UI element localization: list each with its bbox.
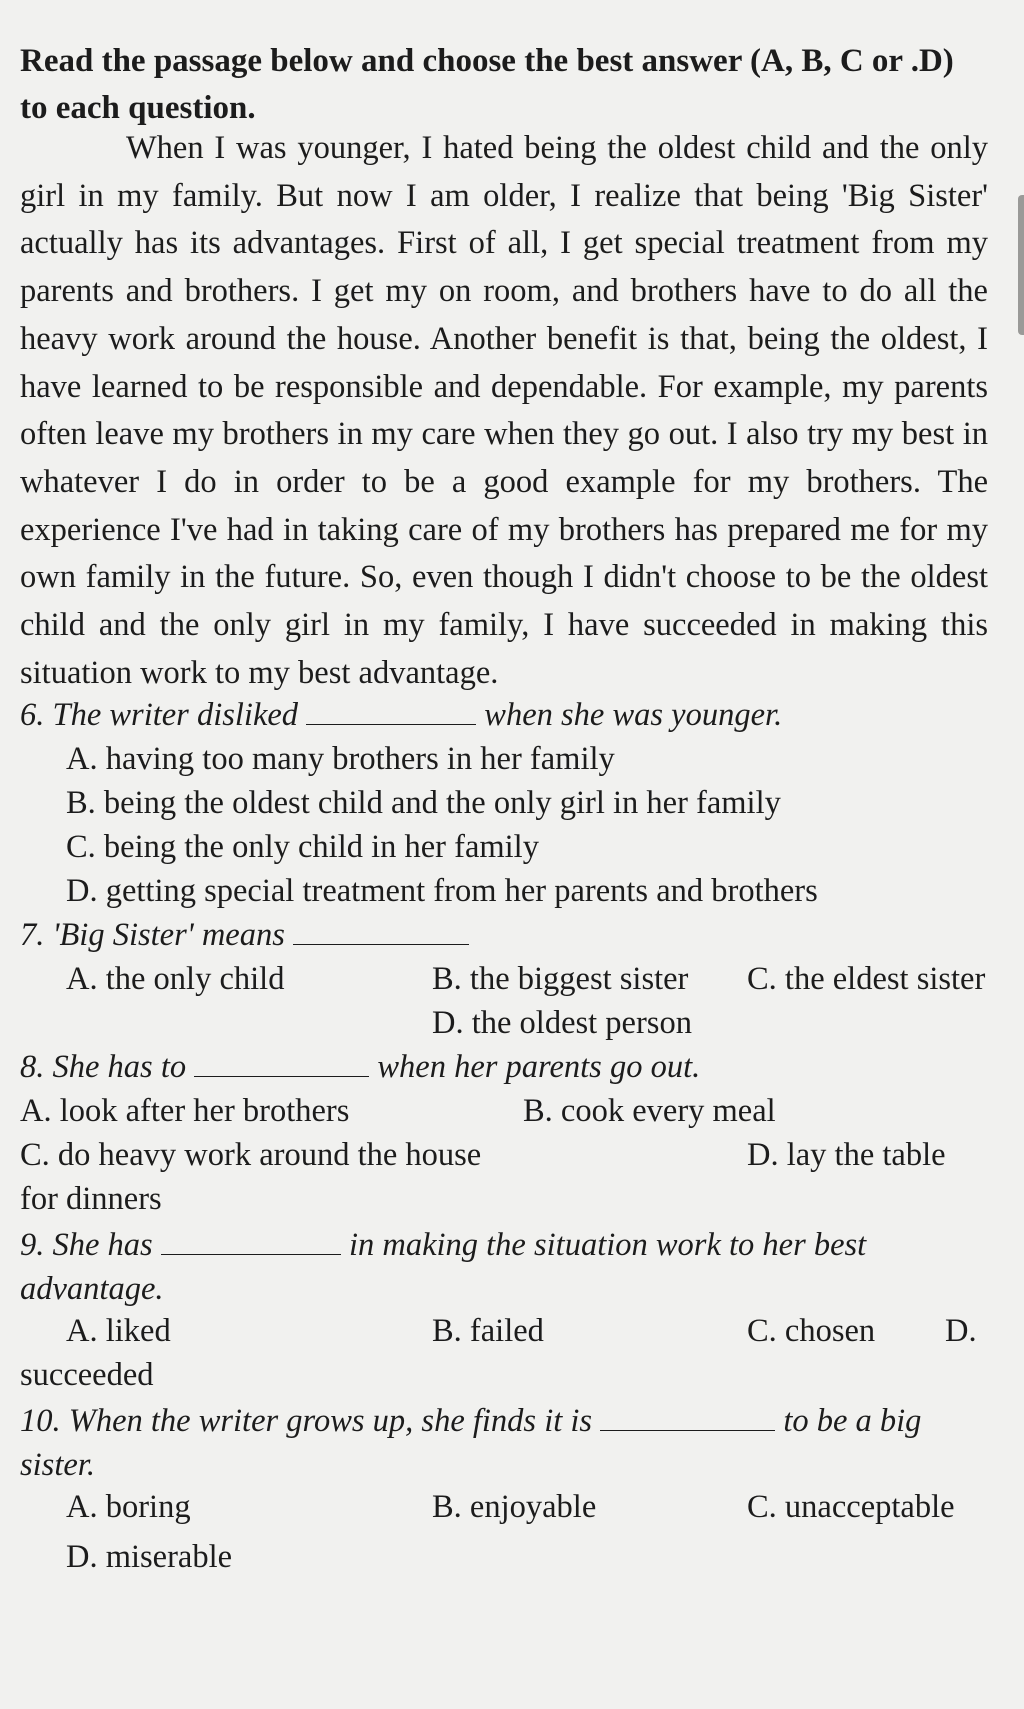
question-7-stem-before: 7. 'Big Sister' means	[20, 917, 285, 953]
question-9-option-b[interactable]: B. failed	[432, 1313, 544, 1349]
question-10-option-b[interactable]: B. enjoyable	[432, 1489, 597, 1525]
question-9-blank	[161, 1226, 341, 1255]
question-7-option-c[interactable]: C. the eldest sister	[747, 961, 986, 997]
question-9-stem	[20, 1223, 988, 1311]
instruction-heading: Read the passage below and choose the best answer (A, B, C or .D) to each question.	[20, 43, 954, 126]
question-6-stem	[20, 695, 782, 735]
question-9-option-d-letter[interactable]: D.	[945, 1313, 977, 1349]
question-6-blank	[306, 696, 476, 725]
question-10-stem-before: 10. When the writer grows up, she finds it is	[20, 1403, 593, 1439]
question-9-option-c[interactable]: C. chosen	[747, 1313, 876, 1349]
reading-passage: When I was younger, I hated being the oldest child and the only girl in my family. But now I am older, I realize that being 'Big Sister' actually has its advantages. First of all, I get special treatment from my parents and brothers. I get my on room, and brothers have to do all the heavy work around the house. Another benefit is that, being the oldest, I have learned to be responsible and dependable. For example, my parents often leave my brothers in my care when they go out. I also try my best in whatever I do in order to be a good example for my brothers. The experience I've had in taking care of my brothers has prepared me for my own family in the future. So, even though I didn't choose to be the oldest child and the only girl in my family, I have succeeded in making this situation work to my best advantage.	[20, 130, 988, 691]
question-8-option-a[interactable]: A. look after her brothers	[20, 1093, 350, 1129]
question-9-stem-before: 9. She has	[20, 1227, 153, 1263]
question-7-option-b[interactable]: B. the biggest sister	[432, 961, 689, 997]
question-8-option-d[interactable]: D. lay the table	[747, 1137, 946, 1173]
question-10-blank	[600, 1402, 775, 1431]
question-9-option-d[interactable]: succeeded	[20, 1357, 154, 1393]
question-10-stem-after: to be a big sister.	[20, 1403, 922, 1483]
question-9-stem-after: in making the situation work to her best advantage.	[20, 1227, 867, 1307]
question-6-option-a[interactable]: A. having too many brothers in her family	[66, 741, 615, 777]
question-10-option-a[interactable]: A. boring	[66, 1489, 191, 1525]
question-8-option-b[interactable]: B. cook every meal	[523, 1093, 776, 1129]
question-8-stem-after: when her parents go out.	[377, 1049, 701, 1085]
question-8-option-c[interactable]: C. do heavy work around the house	[20, 1137, 482, 1173]
question-8-option-d-continued[interactable]: for dinners	[20, 1181, 162, 1217]
question-10-stem	[20, 1399, 988, 1487]
question-6-option-c[interactable]: C. being the only child in her family	[66, 829, 539, 865]
question-7-stem	[20, 915, 469, 955]
question-8-blank	[194, 1048, 369, 1077]
question-6-option-b[interactable]: B. being the oldest child and the only girl in her family	[66, 785, 781, 821]
question-10-option-c[interactable]: C. unacceptable	[747, 1489, 955, 1525]
page-edge-shadow	[1018, 195, 1024, 335]
question-8-stem	[20, 1047, 700, 1087]
question-9-option-a[interactable]: A. liked	[66, 1313, 171, 1349]
question-6-stem-after: when she was younger.	[484, 697, 783, 733]
question-7-blank	[293, 916, 469, 945]
question-6-option-d[interactable]: D. getting special treatment from her parents and brothers	[66, 873, 818, 909]
question-6-stem-before: 6. The writer disliked	[20, 697, 299, 733]
question-10-option-d[interactable]: D. miserable	[66, 1539, 233, 1575]
question-7-option-a[interactable]: A. the only child	[66, 961, 285, 997]
question-7-option-d[interactable]: D. the oldest person	[432, 1005, 692, 1041]
question-8-stem-before: 8. She has to	[20, 1049, 187, 1085]
